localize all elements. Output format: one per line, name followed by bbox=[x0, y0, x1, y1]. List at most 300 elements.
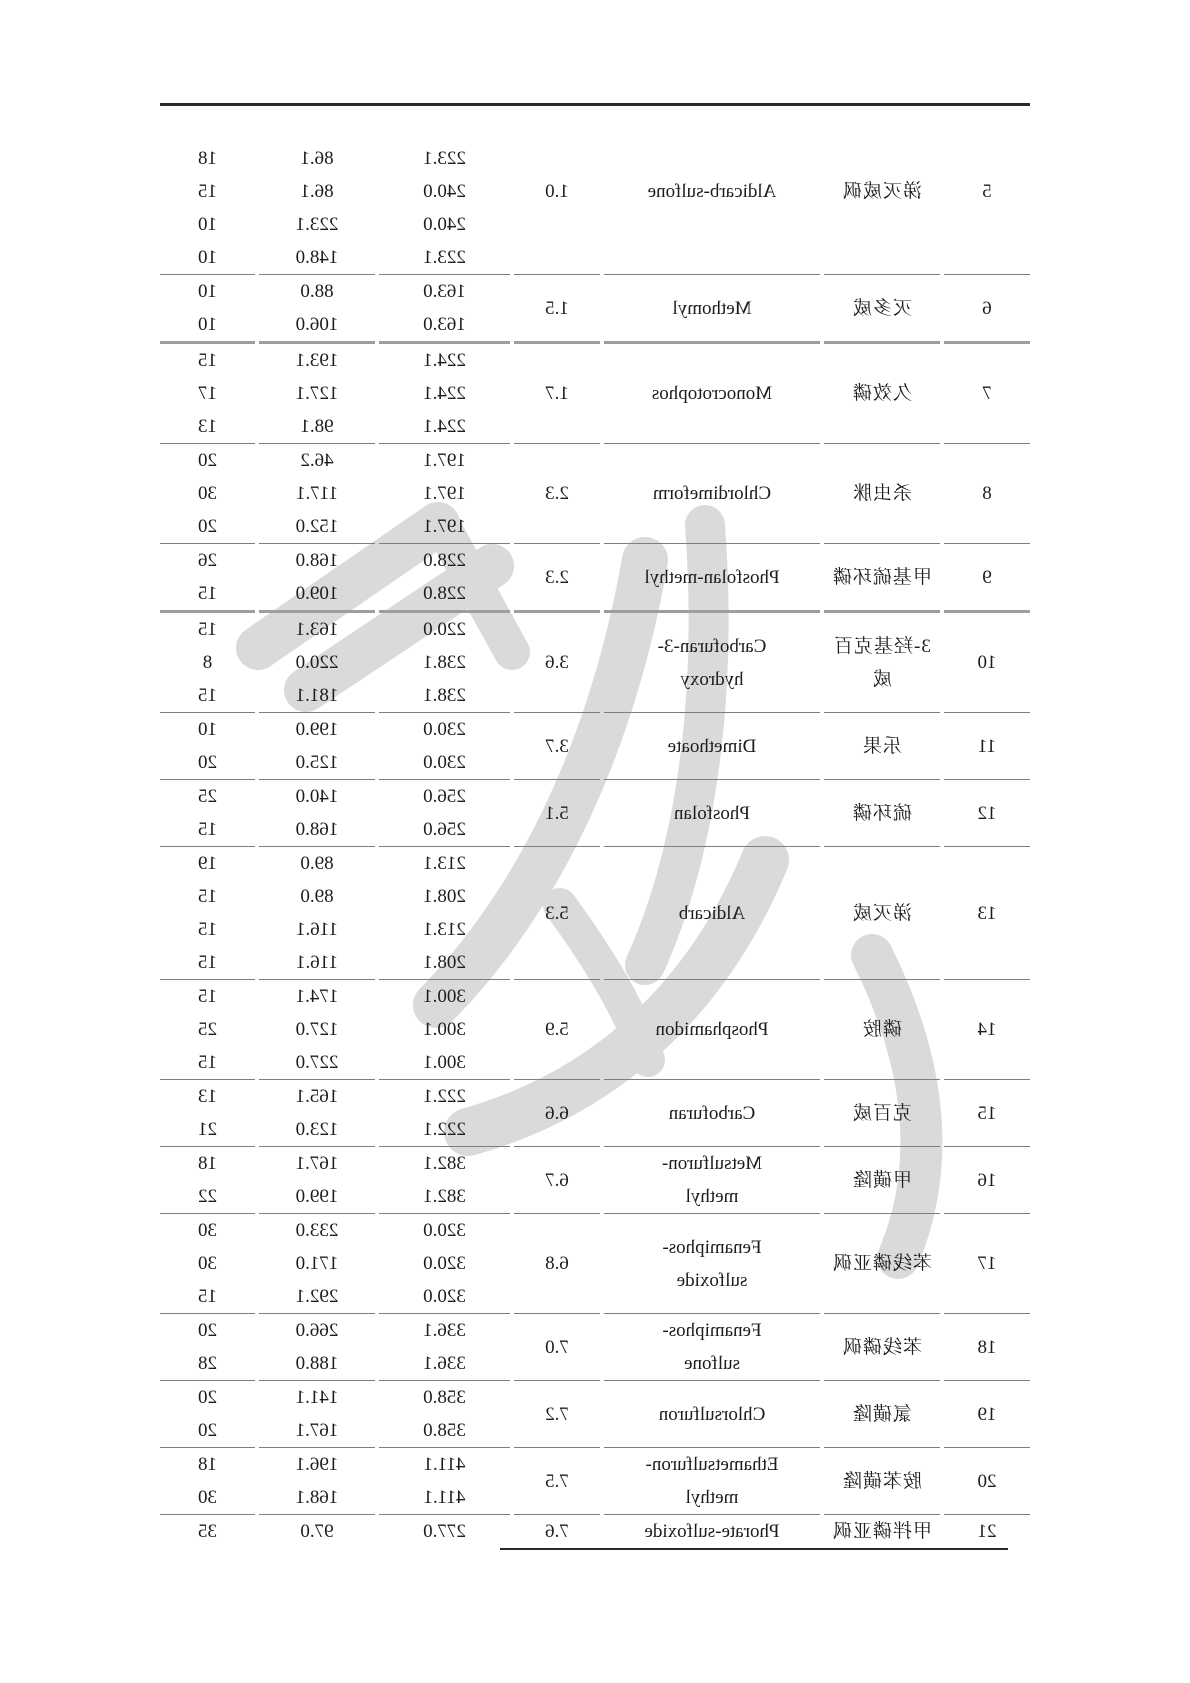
row-number: 10 bbox=[944, 613, 1030, 713]
precursor-ion-value: 223.1 bbox=[423, 247, 466, 268]
precursor-ion-value: 224.1 bbox=[423, 383, 466, 404]
compound-name-en-line: methyl bbox=[685, 1186, 739, 1207]
precursor-ion-value: 411.1 bbox=[423, 1454, 466, 1475]
product-ion-value: 199.0 bbox=[295, 1186, 339, 1207]
retention-time: 3.6 bbox=[514, 613, 600, 713]
collision-energy-value: 10 bbox=[198, 281, 217, 302]
product-ion-value: 123.0 bbox=[295, 1119, 339, 1140]
precursor-ion-value: 197.1 bbox=[423, 483, 466, 504]
collision-energy-value: 20 bbox=[198, 450, 217, 471]
collision-energy-value: 22 bbox=[198, 1186, 217, 1207]
compound-name-en-line: Chlorsulfuron bbox=[658, 1403, 766, 1425]
product-ion-value: 127.0 bbox=[295, 1019, 339, 1040]
compound-name-cn bbox=[824, 275, 940, 344]
collision-energy-value: 20 bbox=[198, 516, 217, 537]
row-number: 19 bbox=[944, 1381, 1030, 1448]
precursor-ion-list bbox=[379, 613, 510, 713]
collision-energy-list bbox=[160, 1515, 255, 1548]
compound-name-en-line: Monocrotophos bbox=[651, 383, 773, 404]
compound-name-en-line: methyl bbox=[685, 1487, 739, 1508]
compound-name-en-line: Ethametsulfuron- bbox=[645, 1454, 779, 1475]
compound-name-en-line: Aldicarb bbox=[678, 902, 746, 924]
table-row-compound-15 bbox=[160, 1080, 1030, 1147]
table-row-compound-12 bbox=[160, 780, 1030, 847]
precursor-ion-value: 228.0 bbox=[423, 583, 466, 604]
product-ion-value: 168.0 bbox=[295, 819, 339, 840]
compound-name-cn-line: 乐果 bbox=[862, 735, 903, 757]
compound-name-en bbox=[604, 108, 820, 275]
compound-name-en-line: Fenamiphos- bbox=[662, 1236, 762, 1258]
compound-name-cn bbox=[824, 344, 940, 444]
precursor-ion-list bbox=[379, 1515, 510, 1548]
collision-energy-list bbox=[160, 1214, 255, 1314]
compound-name-cn-line: 灭多威 bbox=[852, 297, 913, 319]
product-ion-value: 86.1 bbox=[300, 148, 334, 169]
product-ion-value: 148.0 bbox=[295, 247, 339, 268]
precursor-ion-list bbox=[379, 1080, 510, 1147]
precursor-ion-list bbox=[379, 344, 510, 444]
collision-energy-list bbox=[160, 780, 255, 847]
collision-energy-value: 25 bbox=[198, 786, 217, 807]
collision-energy-value: 15 bbox=[198, 952, 217, 973]
product-ion-value: 88.0 bbox=[300, 281, 334, 302]
row-number: 7 bbox=[944, 344, 1030, 444]
precursor-ion-list bbox=[379, 544, 510, 613]
product-ion-value: 163.1 bbox=[295, 619, 339, 640]
collision-energy-list bbox=[160, 275, 255, 344]
product-ion-value: 109.0 bbox=[295, 583, 339, 604]
precursor-ion-value: 163.0 bbox=[423, 281, 466, 302]
collision-energy-value: 25 bbox=[198, 1019, 217, 1040]
product-ion-value: 193.1 bbox=[295, 350, 339, 371]
product-ion-value: 227.0 bbox=[295, 1052, 339, 1073]
collision-energy-value: 30 bbox=[198, 483, 217, 504]
product-ion-value: 168.0 bbox=[295, 550, 339, 571]
compound-name-cn bbox=[824, 847, 940, 980]
compound-name-en-line: Phosfolan bbox=[674, 802, 750, 824]
collision-energy-value: 15 bbox=[198, 1052, 217, 1073]
compound-name-en-line: Phosphamidon bbox=[655, 1019, 769, 1040]
collision-energy-value: 30 bbox=[198, 1487, 217, 1508]
precursor-ion-value: 300.1 bbox=[423, 1052, 466, 1073]
precursor-ion-value: 223.1 bbox=[423, 148, 466, 169]
row-number: 5 bbox=[944, 108, 1030, 275]
product-ion-value: 46.2 bbox=[300, 450, 334, 471]
compound-name-en-line: Phosfolan-methyl bbox=[644, 566, 780, 588]
compound-name-cn-line: 硫环磷 bbox=[852, 802, 913, 824]
collision-energy-value: 15 bbox=[198, 619, 217, 640]
compound-name-cn-line: 甲基硫环磷 bbox=[832, 566, 933, 588]
precursor-ion-list bbox=[379, 713, 510, 780]
collision-energy-value: 15 bbox=[198, 819, 217, 840]
precursor-ion-list bbox=[379, 1448, 510, 1515]
precursor-ion-value: 222.1 bbox=[423, 1086, 466, 1107]
retention-time: 3.7 bbox=[514, 713, 600, 780]
product-ion-value: 116.1 bbox=[295, 919, 339, 940]
precursor-ion-list bbox=[379, 1214, 510, 1314]
precursor-ion-list bbox=[379, 1381, 510, 1448]
collision-energy-list bbox=[160, 980, 255, 1080]
compound-name-cn-line: 甲拌磷亚砜 bbox=[832, 1521, 933, 1542]
retention-time: 2.3 bbox=[514, 444, 600, 544]
compound-name-en bbox=[604, 1214, 820, 1314]
row-number: 8 bbox=[944, 444, 1030, 544]
collision-energy-value: 15 bbox=[198, 886, 217, 907]
collision-energy-value: 15 bbox=[198, 350, 217, 371]
collision-energy-value: 35 bbox=[198, 1521, 217, 1542]
compound-name-en-line: Methomyl bbox=[672, 297, 752, 319]
collision-energy-value: 30 bbox=[198, 1253, 217, 1274]
retention-time: 6.8 bbox=[514, 1214, 600, 1314]
precursor-ion-value: 222.1 bbox=[423, 1119, 466, 1140]
collision-energy-value: 20 bbox=[198, 752, 217, 773]
collision-energy-value: 28 bbox=[198, 1353, 217, 1374]
table-row-compound-14 bbox=[160, 980, 1030, 1080]
collision-energy-list bbox=[160, 344, 255, 444]
precursor-ion-value: 197.1 bbox=[423, 516, 466, 537]
product-ion-value: 233.0 bbox=[295, 1220, 339, 1241]
precursor-ion-value: 208.1 bbox=[423, 952, 466, 973]
table-row-compound-20 bbox=[160, 1448, 1030, 1515]
precursor-ion-value: 220.0 bbox=[423, 619, 466, 640]
product-ion-value: 165.1 bbox=[295, 1086, 339, 1107]
precursor-ion-list bbox=[379, 444, 510, 544]
retention-time: 7.6 bbox=[545, 1521, 569, 1542]
compound-name-en bbox=[604, 613, 820, 713]
product-ion-value: 266.0 bbox=[295, 1320, 339, 1341]
product-ion-value: 181.1 bbox=[295, 685, 339, 706]
product-ion-value: 117.1 bbox=[295, 483, 339, 504]
product-ion-value: 167.1 bbox=[295, 1153, 339, 1174]
collision-energy-list bbox=[160, 108, 255, 275]
precursor-ion-value: 224.1 bbox=[423, 416, 466, 437]
compound-name-en bbox=[604, 1381, 820, 1448]
compound-name-en bbox=[604, 344, 820, 444]
collision-energy-value: 21 bbox=[198, 1119, 217, 1140]
product-ion-value: 168.1 bbox=[295, 1487, 339, 1508]
precursor-ion-value: 238.1 bbox=[423, 685, 466, 706]
row-number: 14 bbox=[944, 980, 1030, 1080]
compound-name-en-line: Carbofuran-3- bbox=[657, 635, 767, 657]
compound-name-cn bbox=[824, 1448, 940, 1515]
product-ion-value: 141.1 bbox=[295, 1387, 339, 1408]
collision-energy-list bbox=[160, 1080, 255, 1147]
product-ion-list bbox=[259, 1080, 375, 1147]
product-ion-value: 196.1 bbox=[295, 1454, 339, 1475]
precursor-ion-value: 320.0 bbox=[423, 1220, 466, 1241]
compound-name-en bbox=[604, 1314, 820, 1381]
compound-name-cn bbox=[824, 1314, 940, 1381]
compound-name-cn-line: 氯磺隆 bbox=[852, 1403, 913, 1425]
row-number: 21 bbox=[977, 1521, 997, 1542]
table-row-compound-10 bbox=[160, 613, 1030, 713]
table-row-compound-19 bbox=[160, 1381, 1030, 1448]
product-ion-value: 98.1 bbox=[300, 416, 334, 437]
row-number: 11 bbox=[944, 713, 1030, 780]
compound-name-en bbox=[604, 780, 820, 847]
row-number: 12 bbox=[944, 780, 1030, 847]
precursor-ion-value: 228.0 bbox=[423, 550, 466, 571]
retention-time: 5.9 bbox=[514, 980, 600, 1080]
compound-name-cn-line: 杀虫脒 bbox=[852, 483, 913, 504]
collision-energy-value: 15 bbox=[198, 986, 217, 1007]
product-ion-list bbox=[259, 980, 375, 1080]
retention-time: 2.3 bbox=[514, 544, 600, 613]
table-row-compound-8 bbox=[160, 444, 1030, 544]
table-row-compound-17 bbox=[160, 1214, 1030, 1314]
table-row-compound-21 bbox=[160, 1515, 1030, 1548]
table-row-compound-18 bbox=[160, 1314, 1030, 1381]
precursor-ion-value: 256.0 bbox=[423, 786, 466, 807]
collision-energy-list bbox=[160, 444, 255, 544]
mirrored-content bbox=[160, 103, 1030, 1550]
compound-name-cn bbox=[824, 713, 940, 780]
collision-energy-value: 20 bbox=[198, 1387, 217, 1408]
precursor-ion-value: 240.0 bbox=[423, 214, 466, 235]
precursor-ion-value: 256.0 bbox=[423, 819, 466, 840]
compound-name-en bbox=[604, 847, 820, 980]
product-ion-list bbox=[259, 1515, 375, 1548]
product-ion-value: 116.1 bbox=[295, 952, 339, 973]
compound-name-cn bbox=[824, 1214, 940, 1314]
collision-energy-list bbox=[160, 1448, 255, 1515]
retention-time: 7.5 bbox=[514, 1448, 600, 1515]
retention-time: 1.5 bbox=[514, 275, 600, 344]
compound-name-cn bbox=[824, 1515, 940, 1548]
precursor-ion-list bbox=[379, 275, 510, 344]
collision-energy-list bbox=[160, 713, 255, 780]
compound-name-en-line: Carbofuran bbox=[668, 1102, 756, 1124]
collision-energy-value: 8 bbox=[202, 652, 213, 673]
ms-parameter-table bbox=[160, 108, 1030, 1548]
retention-time: 7.2 bbox=[514, 1381, 600, 1448]
collision-energy-value: 15 bbox=[198, 685, 217, 706]
row-number: 15 bbox=[944, 1080, 1030, 1147]
compound-name-en-line: Dimethoate bbox=[667, 735, 757, 757]
collision-energy-value: 15 bbox=[198, 583, 217, 604]
retention-time: 7.0 bbox=[514, 1314, 600, 1381]
collision-energy-value: 15 bbox=[198, 919, 217, 940]
product-ion-list bbox=[259, 108, 375, 275]
compound-name-cn-line: 克百威 bbox=[852, 1102, 913, 1124]
precursor-ion-value: 208.1 bbox=[423, 886, 466, 907]
precursor-ion-value: 230.0 bbox=[423, 719, 466, 740]
table-row-compound-11 bbox=[160, 713, 1030, 780]
retention-time: 5.1 bbox=[514, 780, 600, 847]
compound-name-en bbox=[604, 980, 820, 1080]
precursor-ion-value: 358.0 bbox=[423, 1387, 466, 1408]
collision-energy-value: 18 bbox=[198, 1153, 217, 1174]
product-ion-value: 292.1 bbox=[295, 1286, 339, 1307]
collision-energy-list bbox=[160, 1314, 255, 1381]
compound-name-cn-line: 威 bbox=[872, 668, 893, 690]
row-number: 13 bbox=[944, 847, 1030, 980]
precursor-ion-value: 240.0 bbox=[423, 181, 466, 202]
collision-energy-value: 15 bbox=[198, 1286, 217, 1307]
collision-energy-value: 18 bbox=[198, 148, 217, 169]
product-ion-value: 199.0 bbox=[295, 719, 339, 740]
compound-name-cn-line: 苯线磷砜 bbox=[842, 1336, 923, 1358]
product-ion-value: 174.1 bbox=[295, 986, 339, 1007]
collision-energy-list bbox=[160, 544, 255, 613]
precursor-ion-list bbox=[379, 108, 510, 275]
precursor-ion-value: 163.0 bbox=[423, 314, 466, 335]
product-ion-value: 89.0 bbox=[300, 853, 334, 874]
product-ion-value: 97.0 bbox=[300, 1521, 334, 1542]
compound-name-cn-line: 涕灭威砜 bbox=[842, 180, 923, 202]
precursor-ion-list bbox=[379, 780, 510, 847]
table-row-compound-6 bbox=[160, 275, 1030, 344]
precursor-ion-list bbox=[379, 980, 510, 1080]
product-ion-value: 152.0 bbox=[295, 516, 339, 537]
precursor-ion-value: 277.0 bbox=[423, 1521, 466, 1542]
collision-energy-value: 10 bbox=[198, 214, 217, 235]
retention-time: 6.7 bbox=[514, 1147, 600, 1214]
precursor-ion-list bbox=[379, 1147, 510, 1214]
product-ion-list bbox=[259, 1314, 375, 1381]
compound-name-en-line: Phorate-sulfoxide bbox=[644, 1521, 780, 1542]
product-ion-list bbox=[259, 1381, 375, 1448]
collision-energy-value: 17 bbox=[198, 383, 217, 404]
product-ion-value: 89.0 bbox=[300, 886, 334, 907]
compound-name-en bbox=[604, 1515, 820, 1548]
compound-name-en bbox=[604, 1147, 820, 1214]
collision-energy-list bbox=[160, 847, 255, 980]
collision-energy-list bbox=[160, 1381, 255, 1448]
precursor-ion-value: 411.1 bbox=[423, 1487, 466, 1508]
precursor-ion-value: 382.1 bbox=[423, 1153, 466, 1174]
product-ion-value: 220.0 bbox=[295, 652, 339, 673]
collision-energy-value: 13 bbox=[198, 416, 217, 437]
compound-name-cn bbox=[824, 780, 940, 847]
product-ion-value: 127.1 bbox=[295, 383, 339, 404]
retention-time: 1.0 bbox=[514, 108, 600, 275]
precursor-ion-value: 213.1 bbox=[423, 853, 466, 874]
precursor-ion-value: 320.0 bbox=[423, 1253, 466, 1274]
product-ion-list bbox=[259, 847, 375, 980]
compound-name-cn bbox=[824, 444, 940, 544]
table-row-compound-5 bbox=[160, 108, 1030, 275]
precursor-ion-value: 382.1 bbox=[423, 1186, 466, 1207]
precursor-ion-list bbox=[379, 1314, 510, 1381]
compound-name-cn-line: 胺苯磺隆 bbox=[842, 1470, 923, 1492]
collision-energy-list bbox=[160, 613, 255, 713]
product-ion-list bbox=[259, 713, 375, 780]
table-top-rule bbox=[160, 103, 1030, 106]
compound-name-cn bbox=[824, 613, 940, 713]
compound-name-cn bbox=[824, 544, 940, 613]
compound-name-cn bbox=[824, 1147, 940, 1214]
product-ion-list bbox=[259, 1147, 375, 1214]
product-ion-value: 125.0 bbox=[295, 752, 339, 773]
table-continuation-break-line bbox=[500, 1548, 1008, 1550]
table-row-compound-16 bbox=[160, 1147, 1030, 1214]
product-ion-value: 140.0 bbox=[295, 786, 339, 807]
product-ion-value: 106.0 bbox=[295, 314, 339, 335]
product-ion-list bbox=[259, 344, 375, 444]
compound-name-en bbox=[604, 1080, 820, 1147]
row-number: 20 bbox=[944, 1448, 1030, 1515]
collision-energy-value: 10 bbox=[198, 719, 217, 740]
compound-name-cn bbox=[824, 108, 940, 275]
compound-name-en-line: Metsulfuron- bbox=[661, 1153, 763, 1174]
compound-name-cn bbox=[824, 1080, 940, 1147]
compound-name-cn-line: 磷胺 bbox=[862, 1019, 903, 1040]
collision-energy-value: 20 bbox=[198, 1320, 217, 1341]
compound-name-en bbox=[604, 275, 820, 344]
precursor-ion-value: 358.0 bbox=[423, 1420, 466, 1441]
compound-name-en bbox=[604, 1448, 820, 1515]
product-ion-list bbox=[259, 780, 375, 847]
product-ion-list bbox=[259, 275, 375, 344]
precursor-ion-list bbox=[379, 847, 510, 980]
compound-name-en bbox=[604, 713, 820, 780]
table-row-compound-9 bbox=[160, 544, 1030, 613]
row-number: 16 bbox=[944, 1147, 1030, 1214]
compound-name-en-line: Fenamiphos- bbox=[662, 1320, 762, 1341]
compound-name-cn-line: 苯线磷亚砜 bbox=[832, 1253, 933, 1274]
compound-name-cn-line: 久效磷 bbox=[852, 383, 913, 404]
collision-energy-value: 15 bbox=[198, 181, 217, 202]
row-number: 6 bbox=[944, 275, 1030, 344]
precursor-ion-value: 336.1 bbox=[423, 1320, 466, 1341]
collision-energy-value: 30 bbox=[198, 1220, 217, 1241]
row-number: 9 bbox=[944, 544, 1030, 613]
table-row-compound-7 bbox=[160, 344, 1030, 444]
compound-name-en-line: Aldicarb-sulfone bbox=[647, 180, 777, 202]
product-ion-value: 171.0 bbox=[295, 1253, 339, 1274]
compound-name-cn-line: 涕灭威 bbox=[852, 902, 913, 924]
product-ion-list bbox=[259, 613, 375, 713]
precursor-ion-value: 238.1 bbox=[423, 652, 466, 673]
compound-name-en-line: Chlordimeform bbox=[652, 483, 772, 504]
retention-time: 6.6 bbox=[514, 1080, 600, 1147]
precursor-ion-value: 213.1 bbox=[423, 919, 466, 940]
product-ion-list bbox=[259, 544, 375, 613]
precursor-ion-value: 300.1 bbox=[423, 1019, 466, 1040]
compound-name-cn-line: 3-羟基克百 bbox=[833, 635, 931, 657]
compound-name-en-line: hydroxy bbox=[680, 668, 744, 690]
collision-energy-value: 26 bbox=[198, 550, 217, 571]
precursor-ion-value: 224.1 bbox=[423, 350, 466, 371]
product-ion-value: 86.1 bbox=[300, 181, 334, 202]
collision-energy-value: 20 bbox=[198, 1420, 217, 1441]
compound-name-en bbox=[604, 544, 820, 613]
precursor-ion-value: 336.1 bbox=[423, 1353, 466, 1374]
collision-energy-value: 10 bbox=[198, 314, 217, 335]
retention-time: 5.3 bbox=[514, 847, 600, 980]
collision-energy-value: 18 bbox=[198, 1454, 217, 1475]
product-ion-list bbox=[259, 1214, 375, 1314]
product-ion-list bbox=[259, 444, 375, 544]
collision-energy-value: 19 bbox=[198, 853, 217, 874]
collision-energy-list bbox=[160, 1147, 255, 1214]
product-ion-value: 223.1 bbox=[295, 214, 339, 235]
row-number: 18 bbox=[944, 1314, 1030, 1381]
precursor-ion-value: 320.0 bbox=[423, 1286, 466, 1307]
row-number: 17 bbox=[944, 1214, 1030, 1314]
product-ion-value: 188.0 bbox=[295, 1353, 339, 1374]
compound-name-cn bbox=[824, 980, 940, 1080]
precursor-ion-value: 230.0 bbox=[423, 752, 466, 773]
product-ion-list bbox=[259, 1448, 375, 1515]
compound-name-en-line: sulfone bbox=[684, 1353, 740, 1374]
compound-name-cn bbox=[824, 1381, 940, 1448]
retention-time: 1.7 bbox=[514, 344, 600, 444]
collision-energy-value: 10 bbox=[198, 247, 217, 268]
collision-energy-value: 13 bbox=[198, 1086, 217, 1107]
compound-name-en bbox=[604, 444, 820, 544]
